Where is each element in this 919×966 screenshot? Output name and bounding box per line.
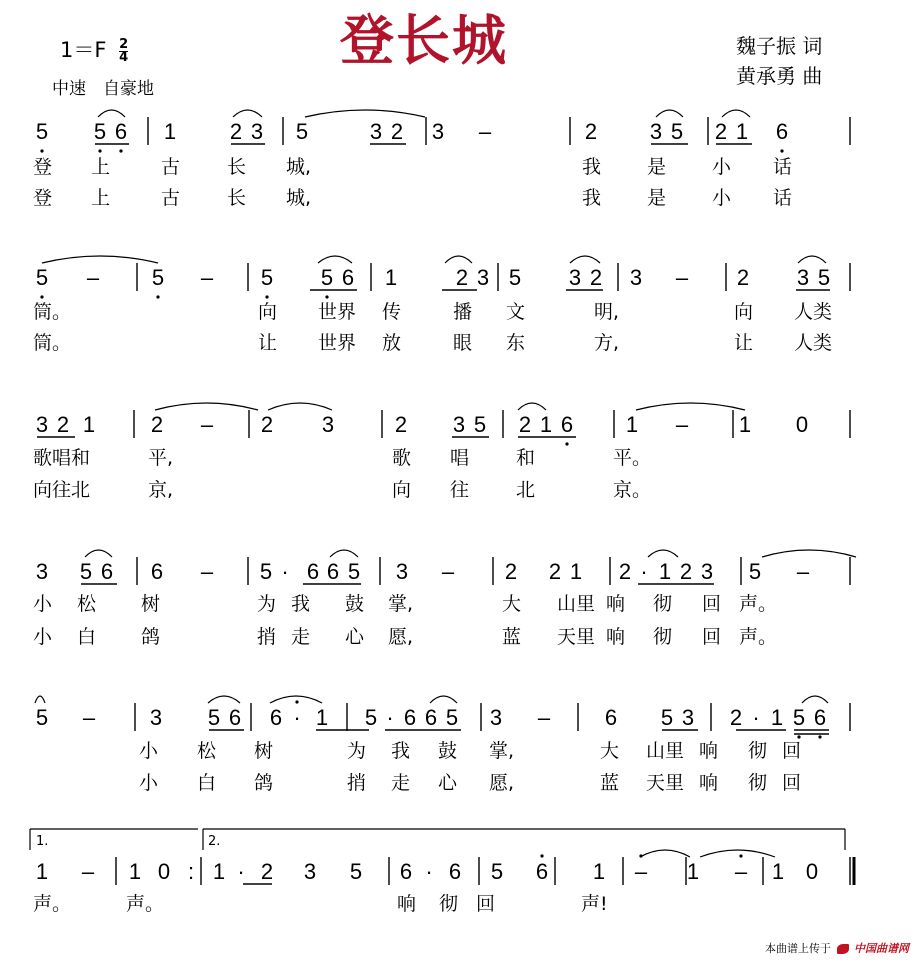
lyric-1-1-5: 东 xyxy=(506,332,526,354)
composer-credit: 黄承勇 曲 xyxy=(736,64,823,88)
tie xyxy=(330,550,358,557)
ending-label-2: 2. xyxy=(208,834,221,849)
lyric-2-1-3: 往 xyxy=(450,479,470,501)
note-4-5: 6 xyxy=(269,705,283,730)
tie xyxy=(762,550,856,557)
lyric-1-0-6: 明, xyxy=(594,301,620,323)
tie xyxy=(570,256,600,263)
tie xyxy=(268,403,332,410)
lyric-3-1-0: 小 xyxy=(33,626,53,648)
note-0-8: 2 xyxy=(390,119,404,144)
low-octave-dot xyxy=(325,295,328,298)
note-0-7: 3 xyxy=(369,119,383,144)
note-2-11: 1 xyxy=(539,412,553,437)
lyric-5-0-4: 回 xyxy=(476,893,496,915)
tie xyxy=(430,696,457,703)
note-4-11: 6 xyxy=(424,705,438,730)
lyric-1-1-7: 让 xyxy=(734,332,754,354)
low-octave-dot xyxy=(98,149,101,152)
note-0-3: 1 xyxy=(163,119,177,144)
note-2-15: 1 xyxy=(738,412,752,437)
key-label: 1＝F xyxy=(60,38,107,62)
low-octave-dot xyxy=(40,149,43,152)
lyric-3-1-9: 响 xyxy=(606,626,626,648)
note-3-21: – xyxy=(796,559,810,584)
note-1-16: 3 xyxy=(796,265,810,290)
note-2-13: 1 xyxy=(625,412,639,437)
lyric-5-0-5: 声! xyxy=(581,893,608,915)
lyric-4-1-8: 天里 xyxy=(646,772,685,794)
lyric-4-0-9: 响 xyxy=(699,740,719,762)
lyricist-credit: 魏子振 词 xyxy=(736,34,823,58)
note-0-13: 5 xyxy=(670,119,684,144)
high-octave-dot xyxy=(739,854,742,857)
lyric-4-0-8: 山里 xyxy=(646,740,685,762)
note-1-5: 5 xyxy=(320,265,334,290)
high-octave-dot xyxy=(295,700,298,703)
lyric-4-1-0: 小 xyxy=(139,772,159,794)
note-1-3: – xyxy=(200,265,214,290)
note-1-4: 5 xyxy=(260,265,274,290)
tempo-marking: 中速 自豪地 xyxy=(52,79,154,99)
note-2-0: 3 xyxy=(35,412,49,437)
note-3-3: 6 xyxy=(150,559,164,584)
tie xyxy=(656,110,683,117)
lyric-0-1-7: 小 xyxy=(712,187,732,209)
tie xyxy=(305,110,425,117)
note-5-7: 2 xyxy=(260,859,274,884)
footer-text: 本曲谱上传于 xyxy=(765,942,831,955)
lyric-3-0-1: 松 xyxy=(77,593,97,615)
note-4-2: 3 xyxy=(149,705,163,730)
lyric-0-0-3: 长 xyxy=(227,156,247,178)
note-2-8: 3 xyxy=(452,412,466,437)
lyric-4-1-9: 响 xyxy=(699,772,719,794)
note-1-0: 5 xyxy=(35,265,49,290)
note-3-9: 5 xyxy=(347,559,361,584)
lyric-0-0-4: 城, xyxy=(286,156,312,178)
lyric-1-0-0: 筒。 xyxy=(33,301,72,323)
note-3-15: 2 xyxy=(618,559,632,584)
lyric-0-1-2: 古 xyxy=(161,187,181,209)
note-5-14: 6 xyxy=(535,859,549,884)
low-octave-dot xyxy=(797,735,800,738)
note-1-13: 3 xyxy=(629,265,643,290)
note-3-20: 5 xyxy=(748,559,762,584)
lyric-1-1-0: 筒。 xyxy=(33,332,72,354)
note-0-9: 3 xyxy=(431,119,445,144)
note-5-9: 5 xyxy=(349,859,363,884)
note-4-17: 3 xyxy=(681,705,695,730)
lyric-1-1-8: 人类 xyxy=(794,332,833,354)
note-4-13: 3 xyxy=(489,705,503,730)
note-4-19: · xyxy=(752,705,760,730)
note-2-2: 1 xyxy=(82,412,96,437)
note-2-16: 0 xyxy=(795,412,809,437)
lyric-5-0-3: 彻 xyxy=(439,893,459,915)
note-1-15: 2 xyxy=(736,265,750,290)
tie xyxy=(208,696,240,703)
note-5-4: : xyxy=(187,859,195,884)
lyric-2-0-2: 歌 xyxy=(392,447,412,469)
low-octave-dot xyxy=(565,442,568,445)
lyric-0-0-8: 话 xyxy=(773,156,793,178)
note-5-20: 0 xyxy=(805,859,819,884)
lyric-0-1-0: 登 xyxy=(33,187,53,209)
note-5-17: 1 xyxy=(686,859,700,884)
lyric-1-1-2: 世界 xyxy=(318,332,357,354)
note-2-14: – xyxy=(675,412,689,437)
lyric-1-0-4: 播 xyxy=(453,301,473,323)
lyric-3-1-8: 天里 xyxy=(557,626,596,648)
note-0-10: – xyxy=(478,119,492,144)
lyric-0-1-8: 话 xyxy=(773,187,793,209)
lyric-1-1-4: 眼 xyxy=(453,332,473,354)
lyric-2-0-5: 平。 xyxy=(613,447,652,469)
lyric-4-1-2: 鸽 xyxy=(254,772,274,794)
lyric-1-1-6: 方, xyxy=(594,332,620,354)
lyric-3-0-12: 声。 xyxy=(739,593,778,615)
note-4-22: 6 xyxy=(813,705,827,730)
lyric-3-0-5: 鼓 xyxy=(345,593,365,615)
note-5-0: 1 xyxy=(35,859,49,884)
lyric-5-0-1: 声。 xyxy=(126,893,165,915)
note-3-1: 5 xyxy=(79,559,93,584)
high-octave-dot xyxy=(639,854,642,857)
note-3-10: 3 xyxy=(395,559,409,584)
lyric-1-1-1: 让 xyxy=(258,332,278,354)
note-3-8: 6 xyxy=(326,559,340,584)
lyric-0-0-6: 是 xyxy=(647,156,667,178)
lyric-0-1-1: 上 xyxy=(91,187,111,209)
lyric-3-1-2: 鸽 xyxy=(141,626,161,648)
note-5-11: · xyxy=(425,859,433,884)
note-5-1: – xyxy=(81,859,95,884)
note-4-10: 6 xyxy=(403,705,417,730)
lyric-3-1-1: 白 xyxy=(77,626,97,648)
note-3-16: · xyxy=(640,559,648,584)
lyric-2-1-0: 向往北 xyxy=(33,479,91,501)
lyric-4-0-0: 小 xyxy=(139,740,159,762)
note-3-5: 5 xyxy=(259,559,273,584)
tie xyxy=(233,110,262,117)
tie xyxy=(98,110,125,117)
lyric-2-1-5: 京。 xyxy=(613,479,652,501)
lyric-2-1-2: 向 xyxy=(392,479,412,501)
note-5-5: 1 xyxy=(212,859,226,884)
note-5-6: · xyxy=(237,859,245,884)
low-octave-dot xyxy=(265,295,268,298)
note-4-0: 5 xyxy=(35,705,49,730)
note-1-2: 5 xyxy=(151,265,165,290)
lyric-0-0-5: 我 xyxy=(582,156,602,178)
note-3-17: 1 xyxy=(658,559,672,584)
note-2-5: 2 xyxy=(260,412,274,437)
note-1-14: – xyxy=(675,265,689,290)
tie xyxy=(722,110,750,117)
lyric-3-1-10: 彻 xyxy=(653,626,673,648)
note-2-6: 3 xyxy=(321,412,335,437)
lyric-2-1-1: 京, xyxy=(148,479,174,501)
lyric-3-1-7: 蓝 xyxy=(502,626,522,648)
tie xyxy=(518,403,546,410)
time-sig-denominator: 4 xyxy=(119,49,129,65)
note-2-7: 2 xyxy=(394,412,408,437)
lyric-4-0-6: 掌, xyxy=(489,740,515,762)
low-octave-dot xyxy=(780,149,783,152)
lyric-1-0-8: 人类 xyxy=(794,301,833,323)
note-5-18: – xyxy=(734,859,748,884)
note-1-6: 6 xyxy=(341,265,355,290)
footer xyxy=(765,940,909,956)
note-0-11: 2 xyxy=(584,119,598,144)
lyric-4-1-5: 心 xyxy=(438,772,458,794)
lyric-1-1-3: 放 xyxy=(382,332,402,354)
lyric-0-0-7: 小 xyxy=(712,156,732,178)
song-title: 登长城 xyxy=(340,8,508,72)
tie xyxy=(700,850,775,857)
note-1-11: 3 xyxy=(568,265,582,290)
note-1-1: – xyxy=(86,265,100,290)
note-3-14: 1 xyxy=(569,559,583,584)
note-3-13: 2 xyxy=(548,559,562,584)
note-4-1: – xyxy=(82,705,96,730)
lyric-4-0-11: 回 xyxy=(782,740,802,762)
note-1-10: 5 xyxy=(508,265,522,290)
note-4-14: – xyxy=(537,705,551,730)
note-5-12: 6 xyxy=(448,859,462,884)
low-octave-dot xyxy=(119,149,122,152)
lyric-1-0-3: 传 xyxy=(382,301,402,323)
lyric-4-1-7: 蓝 xyxy=(600,772,620,794)
lyric-0-0-1: 上 xyxy=(91,156,111,178)
note-3-7: 6 xyxy=(306,559,320,584)
note-1-12: 2 xyxy=(589,265,603,290)
tie xyxy=(318,256,352,263)
note-5-16: – xyxy=(634,859,648,884)
lyric-2-0-0: 歌唱和 xyxy=(33,447,91,469)
lyric-4-0-10: 彻 xyxy=(748,740,768,762)
lyric-4-1-3: 捎 xyxy=(347,772,367,794)
note-0-4: 2 xyxy=(229,119,243,144)
lyric-3-0-4: 我 xyxy=(291,593,311,615)
note-0-2: 6 xyxy=(114,119,128,144)
lyric-4-0-2: 树 xyxy=(254,740,274,762)
lyric-2-0-4: 和 xyxy=(516,447,536,469)
note-2-3: 2 xyxy=(150,412,164,437)
lyric-4-1-6: 愿, xyxy=(489,772,515,794)
note-2-9: 5 xyxy=(473,412,487,437)
note-4-7: 1 xyxy=(315,705,329,730)
tie xyxy=(636,403,745,410)
note-3-4: – xyxy=(200,559,214,584)
lyric-4-0-3: 为 xyxy=(347,740,367,762)
lyric-3-0-6: 掌, xyxy=(388,593,414,615)
low-octave-dot xyxy=(40,295,43,298)
lyric-0-1-3: 长 xyxy=(227,187,247,209)
lyric-5-0-0: 声。 xyxy=(33,893,72,915)
lyric-3-1-6: 愿, xyxy=(388,626,414,648)
low-octave-dot xyxy=(156,295,159,298)
tie xyxy=(42,256,158,263)
note-1-17: 5 xyxy=(817,265,831,290)
note-4-3: 5 xyxy=(207,705,221,730)
note-4-6: · xyxy=(293,705,301,730)
note-0-5: 3 xyxy=(250,119,264,144)
note-3-12: 2 xyxy=(504,559,518,584)
note-3-11: – xyxy=(441,559,455,584)
tie xyxy=(155,403,258,410)
lyric-3-0-8: 山里 xyxy=(557,593,596,615)
lyric-0-0-0: 登 xyxy=(33,156,53,178)
lyric-4-0-1: 松 xyxy=(197,740,217,762)
lyric-3-1-5: 心 xyxy=(345,626,365,648)
note-3-6: · xyxy=(281,559,289,584)
note-5-2: 1 xyxy=(128,859,142,884)
note-5-10: 6 xyxy=(399,859,413,884)
tie xyxy=(85,550,112,557)
note-4-21: 5 xyxy=(792,705,806,730)
lyric-0-1-4: 城, xyxy=(286,187,312,209)
lyric-4-1-4: 走 xyxy=(391,772,411,794)
lyric-1-0-5: 文 xyxy=(506,301,526,323)
note-5-13: 5 xyxy=(490,859,504,884)
lyric-2-0-1: 平, xyxy=(148,447,174,469)
lyric-3-0-7: 大 xyxy=(502,593,522,615)
note-0-1: 5 xyxy=(93,119,107,144)
note-5-3: 0 xyxy=(157,859,171,884)
tie xyxy=(640,850,690,857)
lyric-0-0-2: 古 xyxy=(161,156,181,178)
low-octave-dot xyxy=(818,735,821,738)
time-sig-numerator: 2 xyxy=(119,36,129,52)
lyric-2-1-4: 北 xyxy=(516,479,536,501)
note-5-8: 3 xyxy=(303,859,317,884)
note-3-18: 2 xyxy=(679,559,693,584)
lyric-2-0-3: 唱 xyxy=(450,447,470,469)
note-1-7: 1 xyxy=(384,265,398,290)
note-5-19: 1 xyxy=(771,859,785,884)
lyric-3-1-4: 走 xyxy=(291,626,311,648)
note-0-16: 6 xyxy=(775,119,789,144)
lyric-1-0-7: 向 xyxy=(734,301,754,323)
note-4-20: 1 xyxy=(770,705,784,730)
note-0-12: 3 xyxy=(649,119,663,144)
lyric-1-0-1: 向 xyxy=(258,301,278,323)
tie xyxy=(35,696,45,703)
note-1-9: 3 xyxy=(476,265,490,290)
note-2-4: – xyxy=(200,412,214,437)
note-0-15: 1 xyxy=(735,119,749,144)
note-1-8: 2 xyxy=(455,265,469,290)
footer-site-name: 中国曲谱网 xyxy=(854,942,909,955)
note-4-12: 5 xyxy=(445,705,459,730)
lyric-3-1-11: 回 xyxy=(702,626,722,648)
lyric-4-0-7: 大 xyxy=(600,740,620,762)
lyric-4-1-11: 回 xyxy=(782,772,802,794)
lyric-0-1-5: 我 xyxy=(582,187,602,209)
lyric-4-1-10: 彻 xyxy=(748,772,768,794)
note-3-19: 3 xyxy=(700,559,714,584)
lyric-3-1-3: 捎 xyxy=(257,626,277,648)
note-2-10: 2 xyxy=(518,412,532,437)
note-5-15: 1 xyxy=(592,859,606,884)
note-4-18: 2 xyxy=(729,705,743,730)
note-4-15: 6 xyxy=(604,705,618,730)
note-0-0: 5 xyxy=(35,119,49,144)
lyric-5-0-2: 响 xyxy=(397,893,417,915)
lyric-3-0-9: 响 xyxy=(606,593,626,615)
tie xyxy=(798,256,826,263)
ending-label-1: 1. xyxy=(36,834,49,849)
lyric-0-1-6: 是 xyxy=(647,187,667,209)
lyric-4-0-4: 我 xyxy=(391,740,411,762)
tie xyxy=(802,696,828,703)
tie xyxy=(648,550,678,557)
note-4-4: 6 xyxy=(228,705,242,730)
note-4-9: · xyxy=(386,705,394,730)
note-3-0: 3 xyxy=(35,559,49,584)
high-octave-dot xyxy=(540,854,543,857)
lyric-3-0-10: 彻 xyxy=(653,593,673,615)
lyric-3-0-2: 树 xyxy=(141,593,161,615)
note-4-16: 5 xyxy=(660,705,674,730)
note-0-6: 5 xyxy=(295,119,309,144)
lyric-3-0-3: 为 xyxy=(257,593,277,615)
lyric-4-0-5: 鼓 xyxy=(438,740,458,762)
site-logo-icon xyxy=(837,944,849,954)
note-2-12: 6 xyxy=(560,412,574,437)
lyric-3-1-12: 声。 xyxy=(739,626,778,648)
lyric-4-1-1: 白 xyxy=(197,772,217,794)
note-3-2: 6 xyxy=(100,559,114,584)
note-4-8: 5 xyxy=(364,705,378,730)
tie xyxy=(445,256,472,263)
note-0-14: 2 xyxy=(714,119,728,144)
lyric-3-0-11: 回 xyxy=(702,593,722,615)
note-2-1: 2 xyxy=(56,412,70,437)
lyric-1-0-2: 世界 xyxy=(318,301,357,323)
lyric-3-0-0: 小 xyxy=(33,593,53,615)
